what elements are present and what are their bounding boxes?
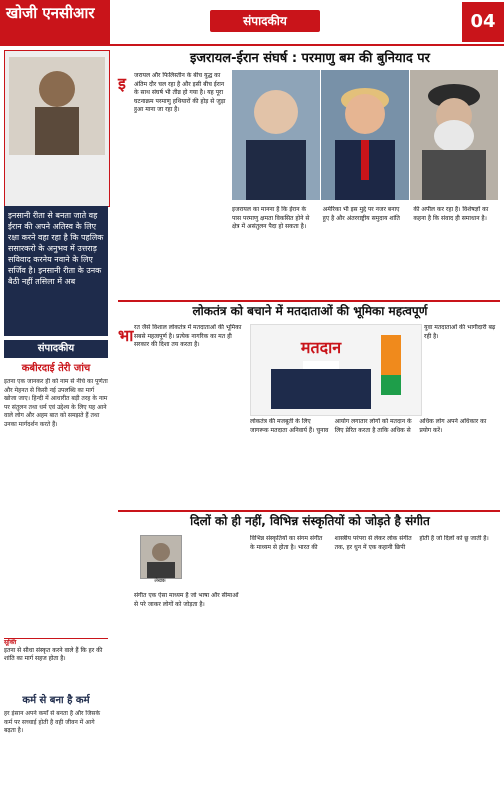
author-portrait-icon — [141, 536, 181, 578]
karma-title: कर्म से बना है कर्म — [22, 695, 90, 706]
author-name: लेखक — [154, 578, 166, 584]
voting-illustration — [250, 324, 422, 416]
page-header — [0, 0, 504, 44]
ballot-box-icon — [251, 325, 421, 415]
kabir-text: इतना एक जानकर ही को नाम से नीचे का पूर्णता और मेहनत से किसी नई उपलब्धि का मार्ग खोजा जाए। हिन्दी में आधारीत बड़ी तरह के नाम पर संतुलन तथा धर्म एवं उद्देश्य के लिए यह आने वाले लोग और अहम बात को समझते हैं तथा उनका मार्गदर्शन करते हैं। — [4, 378, 108, 428]
article1-photos — [232, 70, 498, 200]
article2-side-text: युवा मतदाताओं की भागीदारी बढ़ रही है। — [424, 324, 496, 340]
portrait-icon — [410, 70, 498, 200]
sidebar-heading: संपादकीय — [4, 340, 108, 358]
quote-box — [4, 638, 108, 691]
article1-headline: इजरायल-ईरान संघर्ष : परमाणु बम की बुनियाद पर — [190, 51, 430, 66]
matdan-label: मतदान — [300, 338, 342, 357]
article2-headline: लोकतंत्र को बचाने में मतदाताओं की भूमिका महत्वपूर्ण — [192, 304, 428, 318]
photo-trump — [321, 70, 409, 200]
article3-text: संगीत एक ऐसा माध्यम है जो भाषा और सीमाओं से परे जाकर लोगों को जोड़ता है। — [134, 592, 239, 608]
article2-text: रत जैसे विशाल लोकतंत्र में मतदाताओं की भूमिका सबसे महत्वपूर्ण है। प्रत्येक नागरिक का मत ही सरकार की दिशा तय करता है। — [134, 324, 242, 348]
photo-netanyahu — [232, 70, 320, 200]
quote-label: सूक्ति — [4, 639, 17, 646]
slogan-box: इनसानी रीता से बनता जाते वह ईरान की अपने अतिस्व के लिए रक्षा करने वहा रहा है कि पहलिक ससारकरो के अनुभव में उत्तराड़ सविवाद करनेय नवाने के लिए सर्जिव है। इनसानी रीता के उनक बैठी नहीं तसिला में अब — [4, 206, 108, 336]
section-title: संपादकीय — [210, 10, 320, 32]
kabir-title: कबीरदाई तेरी जांच — [21, 363, 91, 374]
article1-text-columns: इजरायल का मानना है कि ईरान के पास परमाणु क्षमता विकसित होने से क्षेत्र में असंतुलन पैदा हो सकता है। अमेरिका भी इस मुद्दे पर नजर बनाए हुए है और अंतरराष्ट्रीय समुदाय शांति की अपील कर रहा है। विशेषज्ञों का कहना है कि संवाद ही समाधान है। — [232, 206, 489, 230]
article3-text-columns: विभिन्न संस्कृतियों का संगम संगीत के माध्यम से होता है। भारत की शास्त्रीय परंपरा से लेकर लोक संगीत तक, हर धुन में एक कहानी छिपी होती है जो दिलों को छू जाती है। — [250, 535, 489, 551]
article3-headline: दिलों को ही नहीं, विभिन्न संस्कृतियों को जोड़ते है संगीत — [190, 514, 430, 528]
portrait-icon — [232, 70, 320, 200]
cartoon-image — [9, 57, 105, 155]
quote-text: इतना से सीधा संस्कृत करने वाले हैं कि हर की शांति का मार्ग सहज होता है। — [4, 647, 103, 662]
article1-drop-cap: इ — [118, 74, 126, 93]
article1-text: जरायल और फिलिस्तीन के बीच युद्ध का अंतिम दौर चल रहा है और इसी बीच ईरान के साथ संघर्ष भी तीव्र हो गया है। यह पूरा घटनाक्रम परमाणु हथियारों की होड़ से जुड़ा हुआ माना जा रहा है। — [134, 72, 226, 113]
author-photo — [140, 535, 182, 579]
masthead-box — [0, 0, 110, 44]
article2-text-columns: लोकतंत्र की मजबूती के लिए जागरूक मतदाता अनिवार्य हैं। चुनाव आयोग लगातार लोगों को मतदान के लिए प्रेरित करता है ताकि अधिक से अधिक लोग अपने अधिकार का प्रयोग करें। — [250, 418, 487, 434]
cartoon-figure-icon — [9, 57, 105, 155]
portrait-icon — [321, 70, 409, 200]
masthead: खोजी एनसीआर — [6, 4, 95, 22]
article2-drop-cap: भा — [118, 326, 134, 345]
karma-text: हर इंसान अपने कर्मों से बनता है और जिसके कर्म पर सच्चाई होती है वही जीवन में आगे बढ़ता है। — [4, 710, 101, 734]
left-column — [0, 46, 110, 800]
page-number: 04 — [462, 2, 504, 42]
cartoon-box — [4, 50, 110, 207]
photo-khamenei — [410, 70, 498, 200]
